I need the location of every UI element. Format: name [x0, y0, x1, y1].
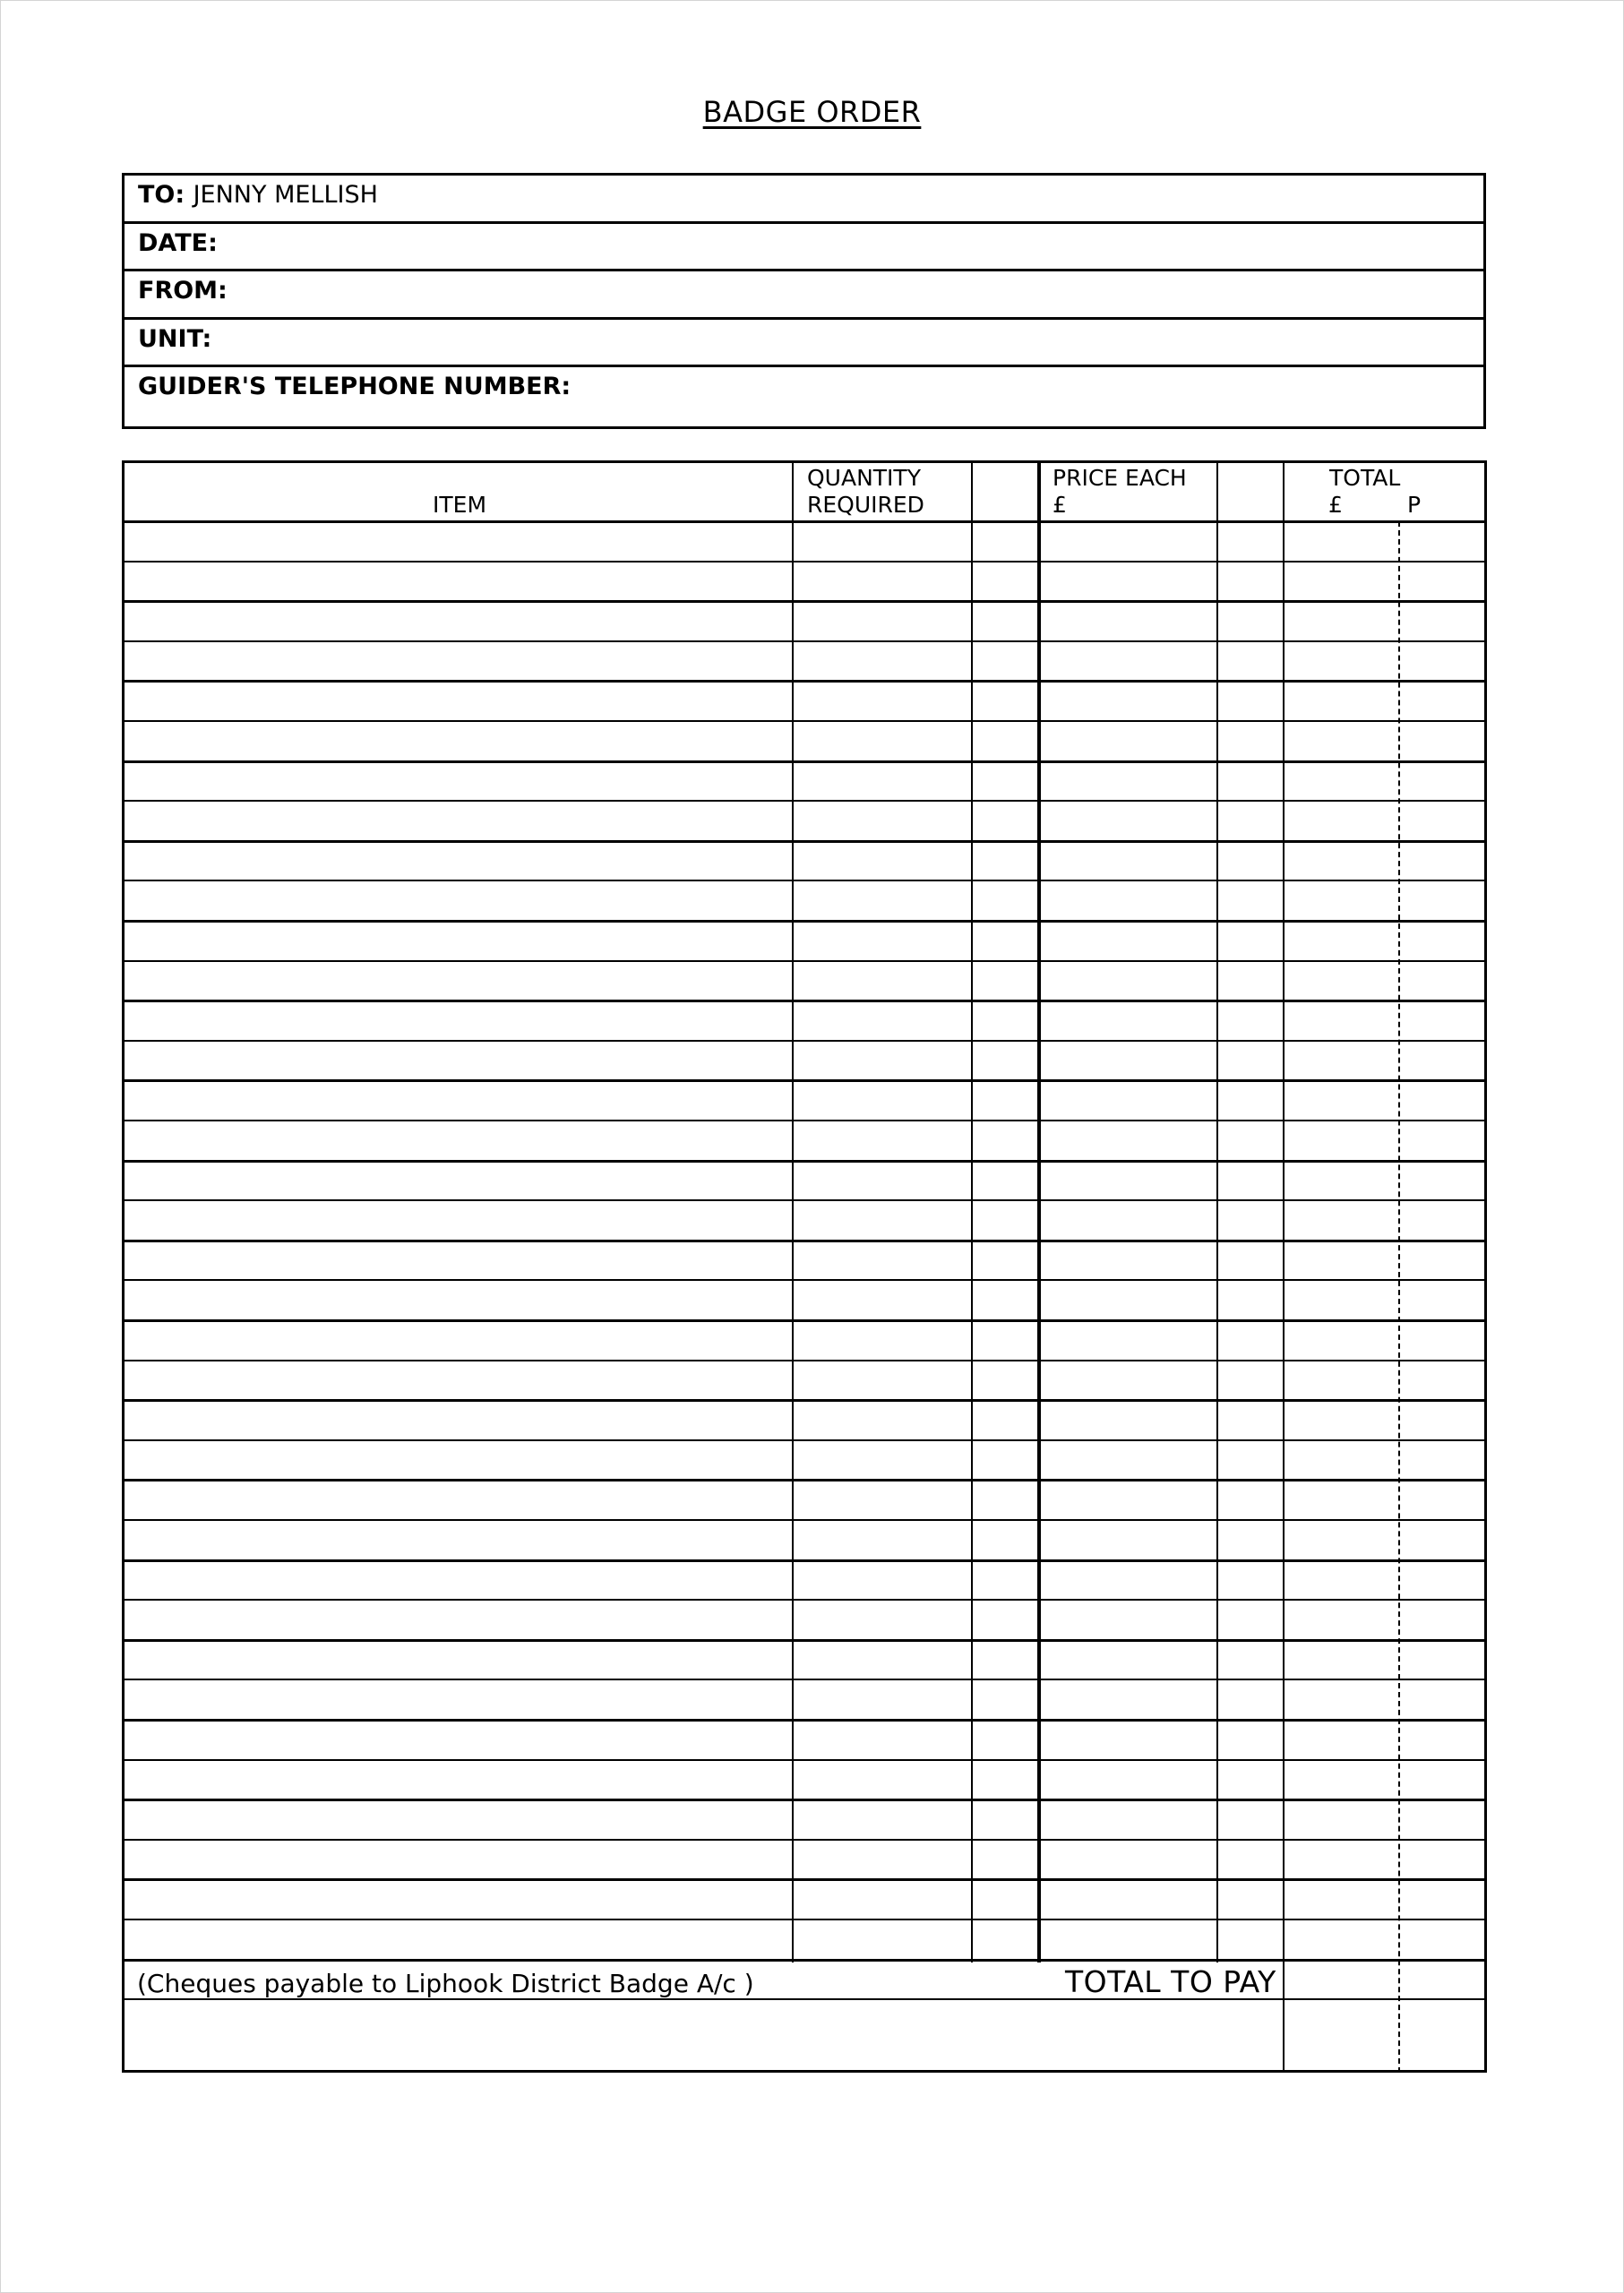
- table-row-line: [125, 1998, 1484, 2000]
- header-price-line2: £: [1053, 492, 1067, 518]
- to-value: JENNY MELLISH: [193, 181, 378, 209]
- table-row-line: [125, 1120, 1484, 1121]
- header-qty-line2: REQUIRED: [807, 492, 924, 518]
- table-row-line: [125, 880, 1484, 881]
- table-row-line: [125, 800, 1484, 802]
- header-price-line1: PRICE EACH: [1053, 465, 1187, 491]
- table-row-line: [125, 1079, 1484, 1082]
- from-row[interactable]: [125, 271, 1483, 320]
- table-row-line: [125, 1519, 1484, 1521]
- table-row-line: [125, 920, 1484, 923]
- table-row-line: [125, 1959, 1484, 1962]
- table-row-line: [125, 1559, 1484, 1562]
- table-row-line: [125, 1199, 1484, 1201]
- to-label: TO:: [138, 181, 185, 209]
- cheque-note: (Cheques payable to Liphook District Badge A/c ): [137, 1969, 754, 1998]
- table-row-line: [125, 1679, 1484, 1680]
- phone-row[interactable]: [125, 367, 1483, 429]
- col-divider-qty-sub: [971, 463, 973, 1962]
- page-title: BADGE ORDER: [702, 95, 922, 129]
- date-row[interactable]: [125, 224, 1483, 271]
- col-divider-qty: [792, 463, 794, 1962]
- order-table: [122, 460, 1487, 2073]
- header-item: ITEM: [433, 492, 487, 518]
- table-row-line: [125, 1919, 1484, 1920]
- table-row-line: [125, 960, 1484, 962]
- table-row-line: [125, 1439, 1484, 1441]
- header-total-pounds: £: [1328, 492, 1343, 518]
- table-row-line: [125, 1799, 1484, 1801]
- table-row-line: [125, 1319, 1484, 1322]
- col-divider-price: [1037, 463, 1041, 1962]
- table-row-line: [125, 1399, 1484, 1402]
- unit-row[interactable]: [125, 320, 1483, 367]
- table-row-line: [125, 1160, 1484, 1163]
- col-divider-total: [1283, 463, 1285, 2073]
- phone-label: GUIDER'S TELEPHONE NUMBER:: [138, 373, 571, 400]
- table-row-line: [125, 680, 1484, 683]
- table-row-line: [125, 1240, 1484, 1242]
- from-label: FROM:: [138, 277, 228, 305]
- table-row-line: [125, 640, 1484, 642]
- table-row-line: [125, 1360, 1484, 1361]
- table-row-line: [125, 1000, 1484, 1002]
- header-total: TOTAL: [1329, 465, 1401, 491]
- unit-label: UNIT:: [138, 325, 212, 353]
- table-row-line: [125, 720, 1484, 722]
- col-divider-price-sub: [1216, 463, 1218, 1962]
- table-row-line: [125, 840, 1484, 843]
- table-row-line: [125, 1878, 1484, 1881]
- table-row-line: [125, 1479, 1484, 1481]
- header-info-box: [122, 173, 1486, 429]
- header-qty-line1: QUANTITY: [807, 465, 921, 491]
- table-row-line: [125, 600, 1484, 603]
- total-to-pay-label: TOTAL TO PAY: [1065, 1964, 1276, 1999]
- date-label: DATE:: [138, 229, 218, 257]
- table-row-line: [125, 520, 1484, 523]
- table-row-line: [125, 561, 1484, 563]
- table-row-line: [125, 1839, 1484, 1841]
- to-row[interactable]: [125, 176, 1483, 224]
- table-row-line: [125, 1279, 1484, 1281]
- table-row-line: [125, 1040, 1484, 1042]
- header-total-pence: P: [1407, 492, 1422, 518]
- table-row-line: [125, 1759, 1484, 1761]
- table-row-line: [125, 1599, 1484, 1601]
- table-row-line: [125, 1639, 1484, 1642]
- table-row-line: [125, 760, 1484, 763]
- table-row-line: [125, 1719, 1484, 1722]
